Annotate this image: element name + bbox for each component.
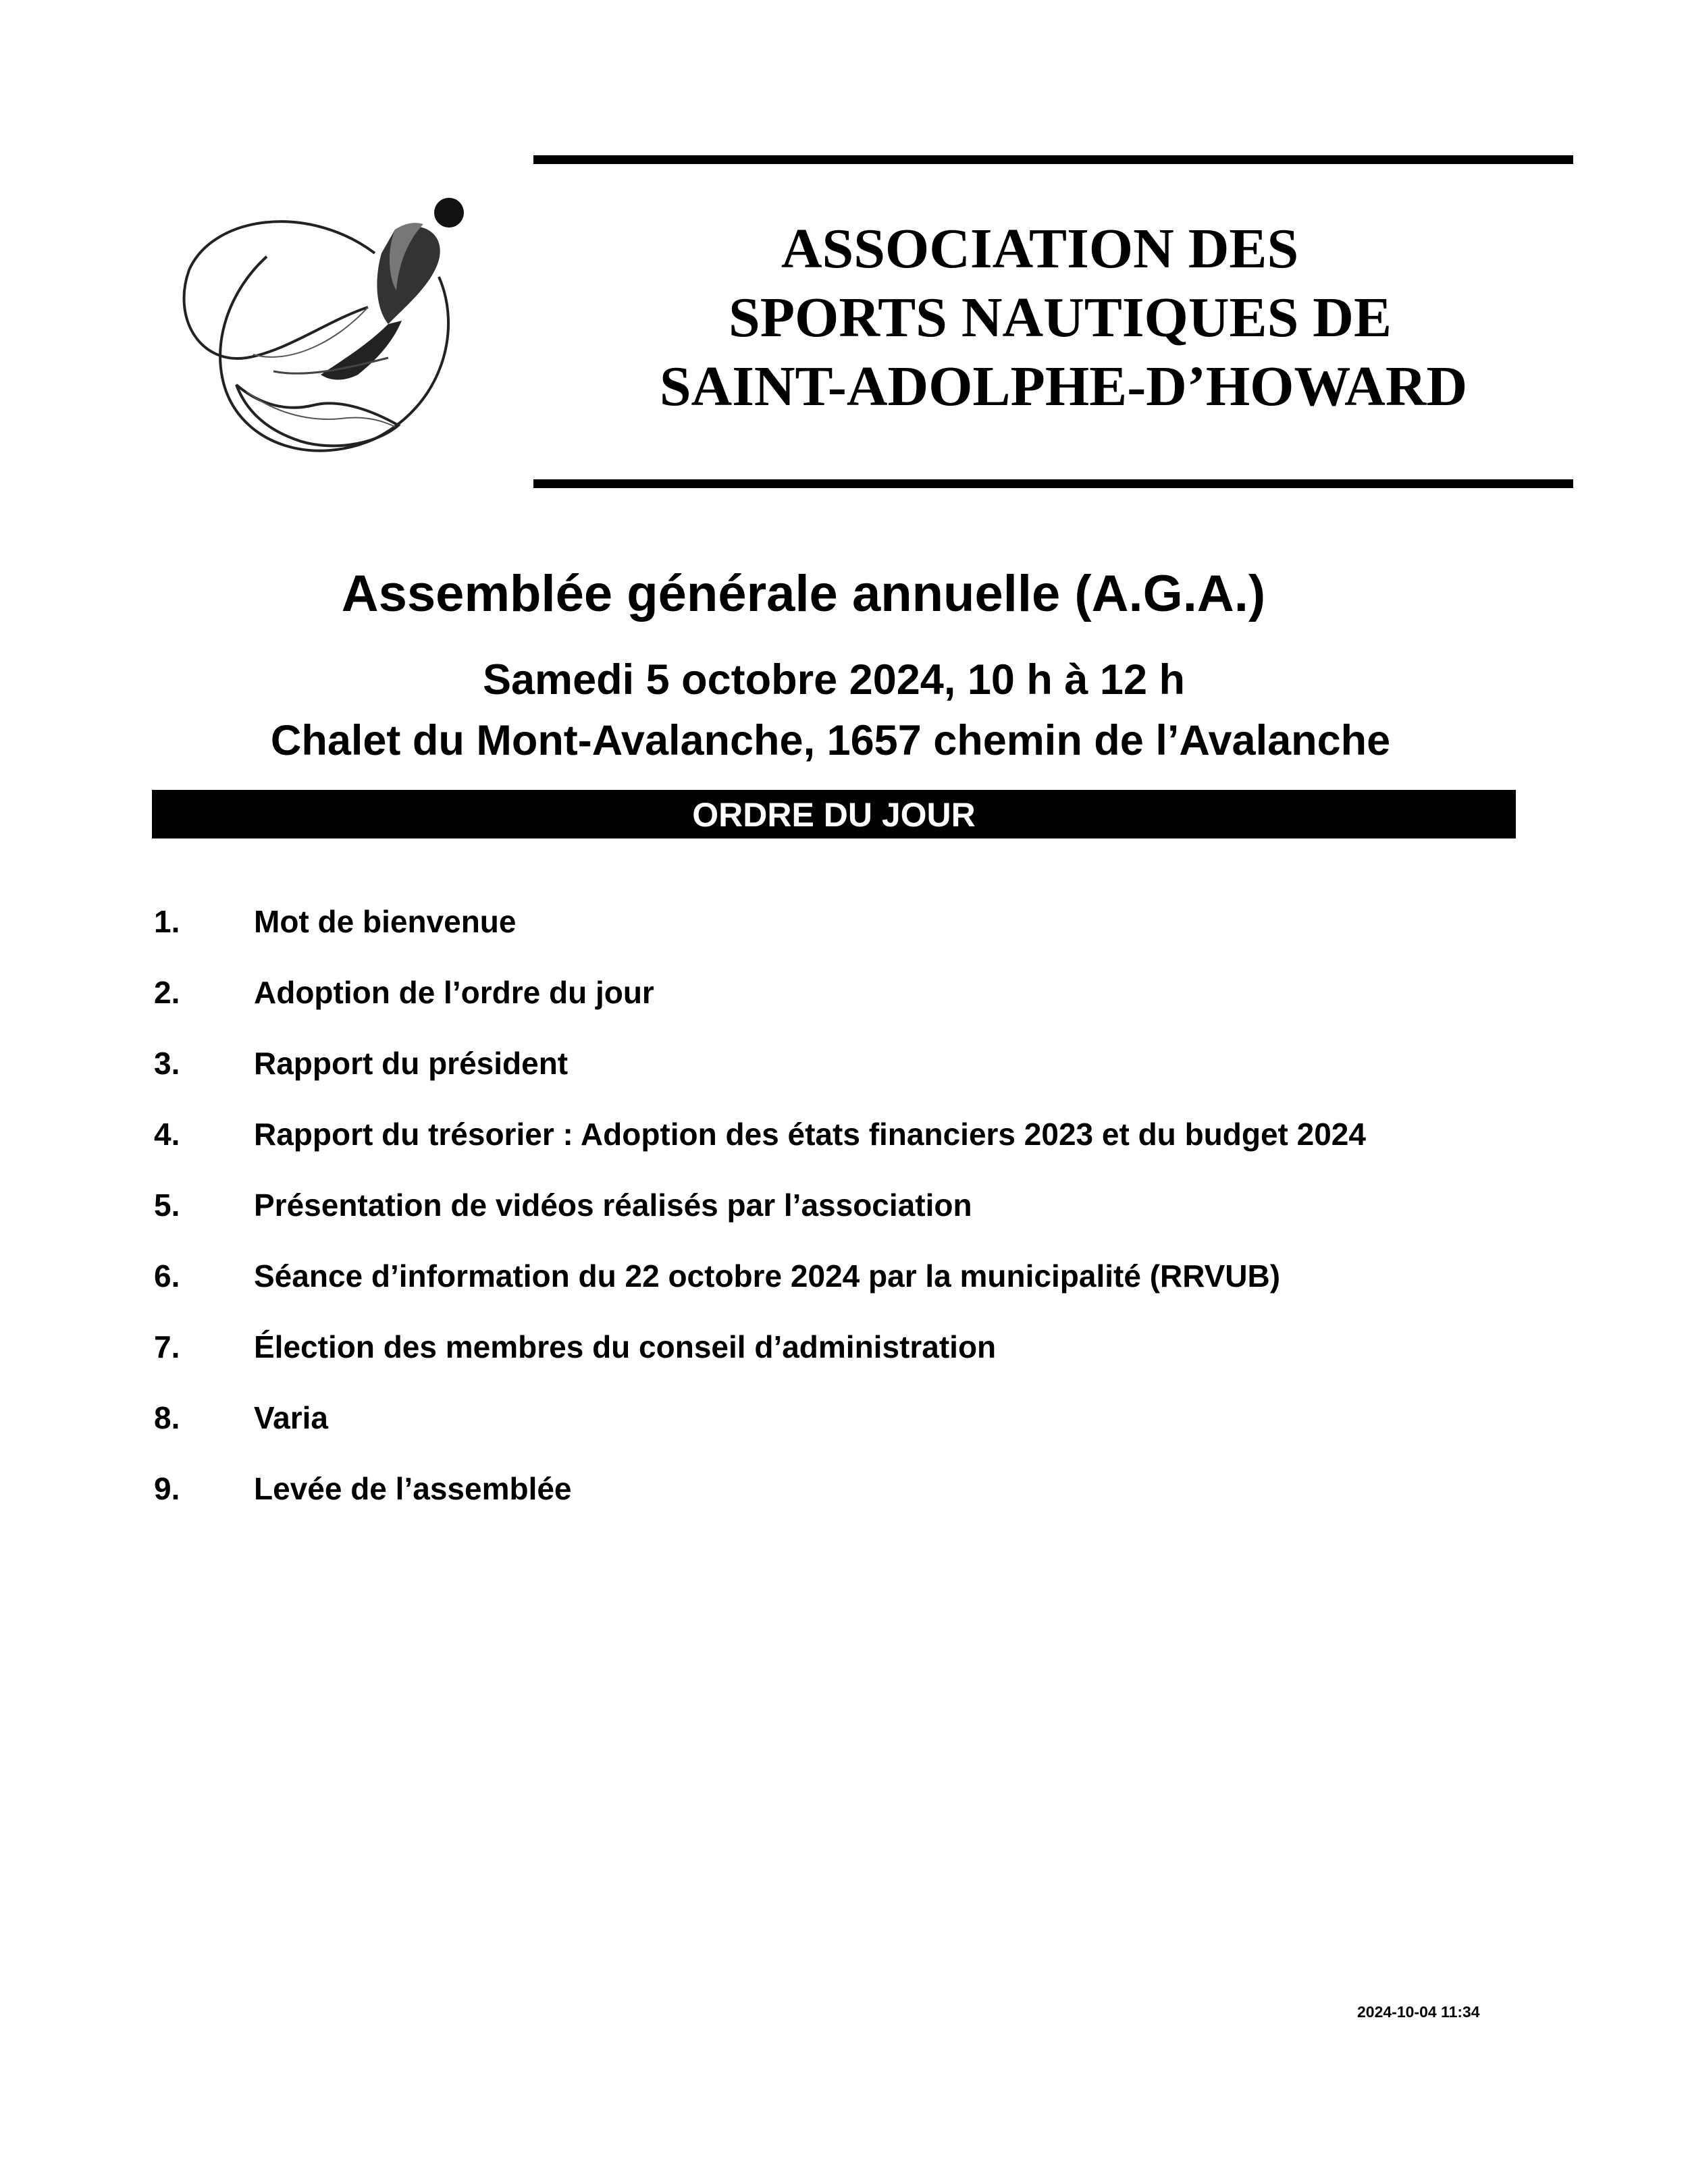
agenda-item-number: 6. (154, 1258, 180, 1294)
agenda-item-text: Adoption de l’ordre du jour (254, 975, 654, 1010)
org-name-line: ASSOCIATION DES (781, 217, 1299, 280)
agenda-item-text: Séance d’information du 22 octobre 2024 par la municipalité (RRVUB) (254, 1258, 1281, 1294)
agenda-item (154, 1185, 1538, 1256)
agenda-item (154, 972, 1538, 1043)
meeting-place: Chalet du Mont-Avalanche, 1657 chemin de l’Avalanche (270, 717, 1391, 764)
agenda-item-text: Rapport du trésorier : Adoption des états financiers 2023 et du budget 2024 (254, 1117, 1366, 1152)
agenda-item-number: 7. (154, 1329, 180, 1364)
agenda-item (154, 1397, 1538, 1468)
org-name-line: SPORTS NAUTIQUES DE (729, 286, 1392, 349)
agenda-item (154, 1114, 1538, 1185)
agenda-item (154, 1468, 1538, 1539)
header-top-rule (533, 155, 1573, 164)
agenda-item (154, 1327, 1538, 1397)
agenda-item-text: Varia (254, 1400, 328, 1435)
agenda-heading: ORDRE DU JOUR (152, 790, 1516, 838)
org-name-line: SAINT-ADOLPHE-D’HOWARD (659, 355, 1468, 418)
agenda-item-number: 2. (154, 975, 180, 1010)
header-bottom-rule (533, 479, 1573, 488)
print-timestamp: 2024-10-04 11:34 (1357, 2003, 1480, 2021)
meeting-title: Assemblée générale annuelle (A.G.A.) (341, 565, 1266, 622)
agenda-item-number: 5. (154, 1188, 180, 1223)
agenda-item-number: 8. (154, 1400, 180, 1435)
agenda-item-text: Mot de bienvenue (254, 904, 517, 939)
meeting-date: Samedi 5 octobre 2024, 10 h à 12 h (483, 656, 1185, 703)
agenda-item-text: Rapport du président (254, 1046, 569, 1081)
agenda-item-text: Élection des membres du conseil d’administration (254, 1329, 997, 1364)
agenda-item-number: 4. (154, 1117, 180, 1152)
agenda-item-number: 1. (154, 904, 180, 939)
agenda-item-text: Présentation de vidéos réalisés par l’association (254, 1188, 972, 1223)
agenda-item-text: Levée de l’assemblée (254, 1471, 572, 1506)
agenda-item (154, 1043, 1538, 1114)
water-skier-logo-icon (172, 189, 496, 466)
agenda-item (154, 1256, 1538, 1327)
agenda-item (154, 901, 1538, 972)
agenda-item-number: 9. (154, 1471, 180, 1506)
organization-name (533, 215, 1573, 421)
agenda-list (154, 901, 1538, 1539)
agenda-item-number: 3. (154, 1046, 180, 1081)
